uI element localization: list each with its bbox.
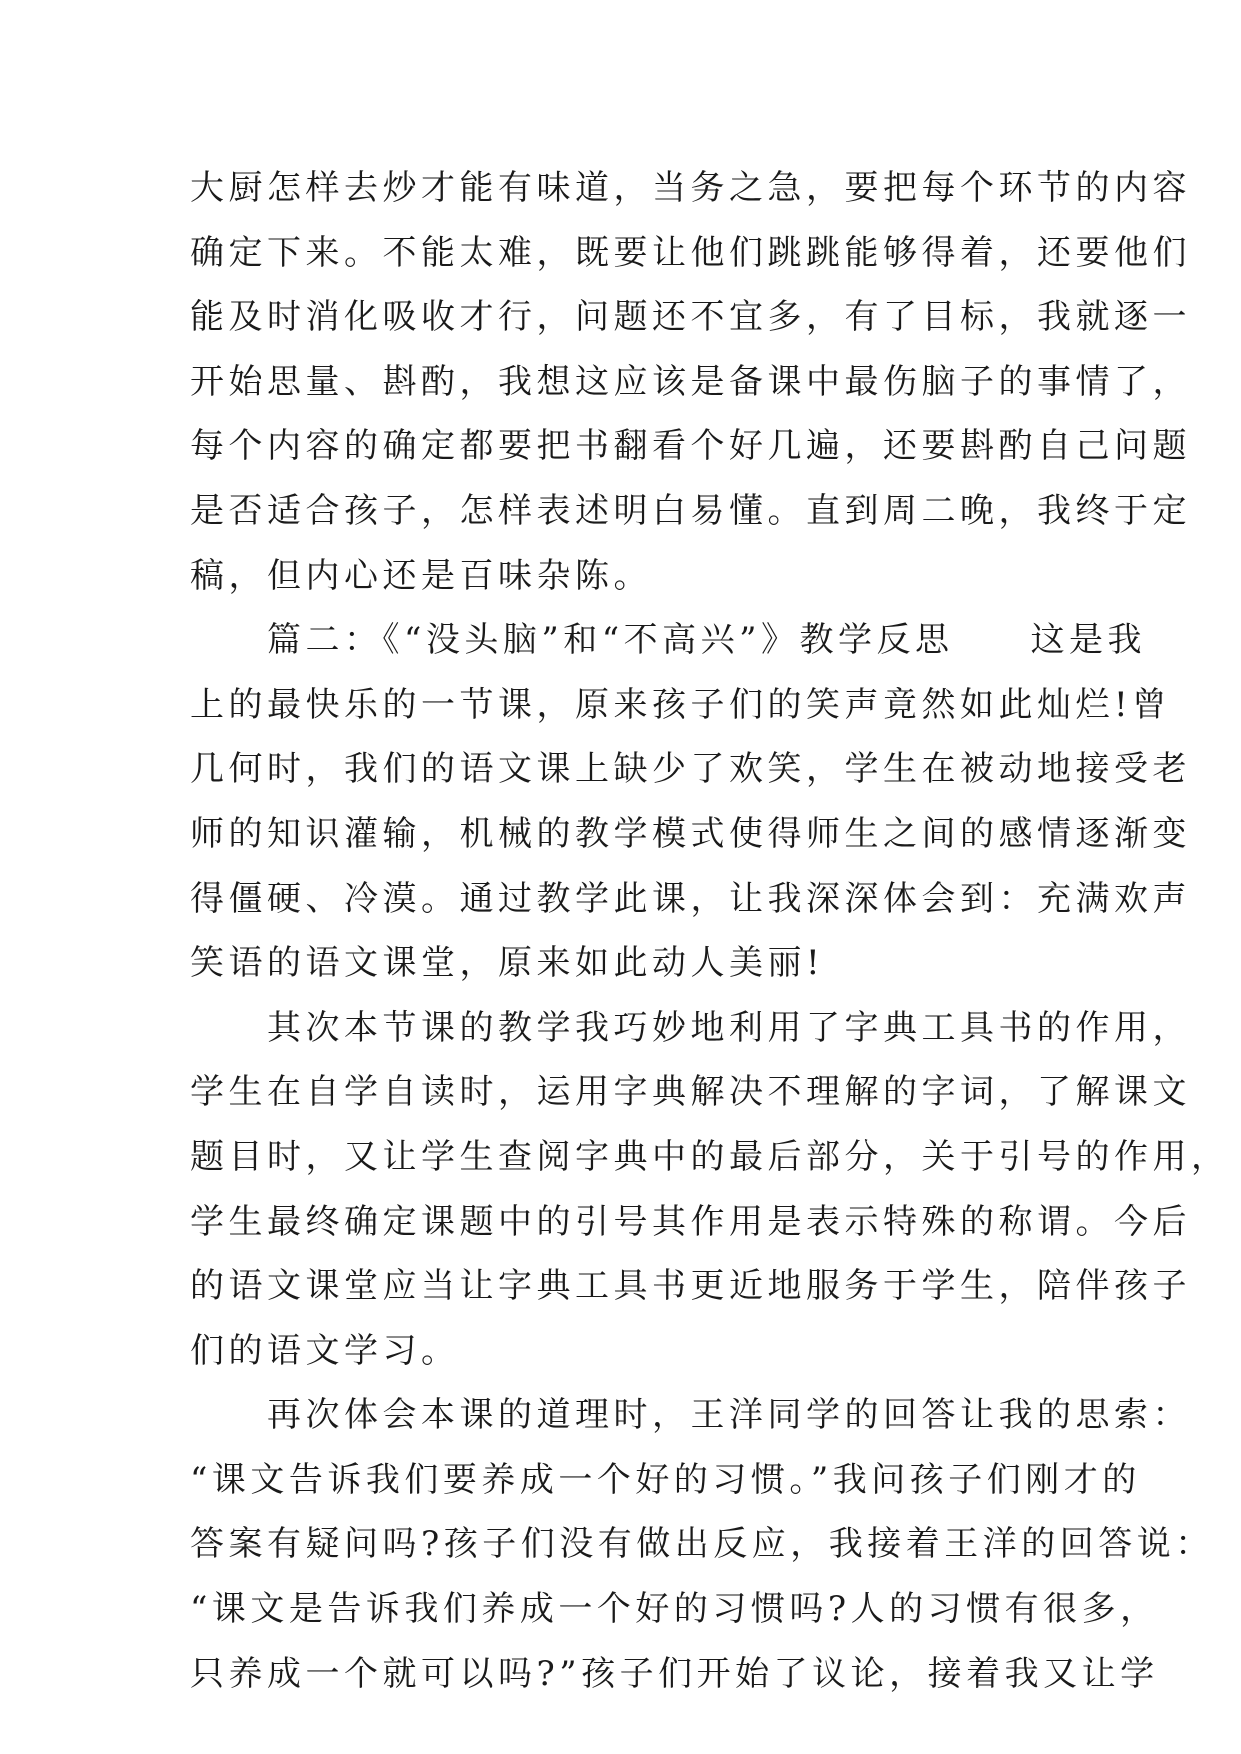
text-line: 学生在自学自读时，运用字典解决不理解的字词，了解课文 xyxy=(190,1072,1191,1113)
text-line: 题目时，又让学生查阅字典中的最后部分，关于引号的作用， xyxy=(190,1136,1230,1177)
text-line: 得僵硬、冷漠。通过教学此课，让我深深体会到：充满欢声 xyxy=(190,878,1191,919)
body-text xyxy=(190,156,1230,1706)
text-line: 大厨怎样去炒才能有味道，当务之急，要把每个环节的内容 xyxy=(190,168,1191,208)
text-line: 师的知识灌输，机械的教学模式使得师生之间的感情逐渐变 xyxy=(190,813,1191,854)
text-line: 是否适合孩子，怎样表述明白易懂。直到周二晚，我终于定 xyxy=(190,490,1191,531)
text-line: 答案有疑问吗?孩子们没有做出反应，我接着王洋的回答说： xyxy=(190,1524,1214,1565)
text-line: 的语文课堂应当让字典工具书更近地服务于学生，陪伴孩子 xyxy=(190,1266,1191,1307)
text-line: 学生最终确定课题中的引号其作用是表示特殊的称谓。今后 xyxy=(190,1201,1191,1242)
text-line: 确定下来。不能太难，既要让他们跳跳能够得着，还要他们 xyxy=(190,232,1191,273)
text-line: 开始思量、斟酌，我想这应该是备课中最伤脑子的事情了， xyxy=(190,361,1191,402)
text-line: “课文是告诉我们养成一个好的习惯吗?人的习惯有很多， xyxy=(190,1589,1159,1630)
text-line: 每个内容的确定都要把书翻看个好几遍，还要斟酌自己问题 xyxy=(190,426,1191,467)
text-line: 上的最快乐的一节课，原来孩子们的笑声竟然如此灿烂!曾 xyxy=(190,684,1171,725)
text-line: 只养成一个就可以吗?”孩子们开始了议论，接着我又让学 xyxy=(190,1653,1159,1694)
text-line: 笑语的语文课堂，原来如此动人美丽! xyxy=(190,943,825,984)
section-heading-line: 篇二：《“没头脑”和“不高兴”》教学反思 这是我 xyxy=(190,620,1147,661)
text-line: 能及时消化吸收才行，问题还不宜多，有了目标，我就逐一 xyxy=(190,297,1191,338)
text-line: 几何时，我们的语文课上缺少了欢笑，学生在被动地接受老 xyxy=(190,749,1191,790)
text-line: 其次本节课的教学我巧妙地利用了字典工具书的作用， xyxy=(190,1007,1191,1048)
text-line: 再次体会本课的道理时，王洋同学的回答让我的思索： xyxy=(190,1395,1191,1436)
text-line: 们的语文学习。 xyxy=(190,1330,460,1371)
text-line: “课文告诉我们要养成一个好的习惯。”我问孩子们刚才的 xyxy=(190,1459,1141,1500)
text-line: 稿，但内心还是百味杂陈。 xyxy=(190,555,652,596)
